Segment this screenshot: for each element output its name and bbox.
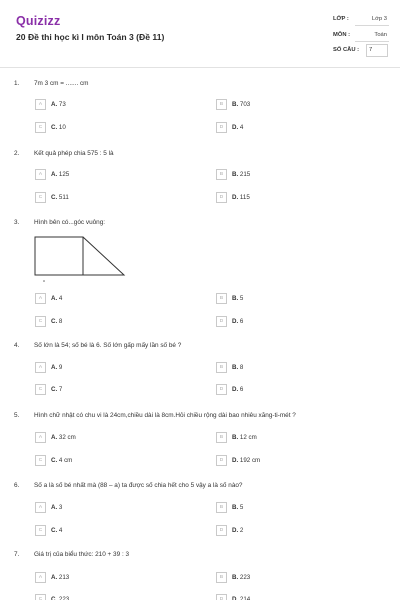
option-box: D <box>216 455 227 466</box>
page-title: 20 Đề thi học kì I môn Toán 3 (Đề 11) <box>16 32 165 42</box>
option-text: 125 <box>58 171 70 178</box>
option-letter: A. <box>51 295 58 302</box>
option-box: C <box>35 594 46 600</box>
option-letter: D. <box>232 596 239 600</box>
question-count-box <box>366 44 388 57</box>
option-letter: A. <box>51 171 58 178</box>
option-text: 6 <box>239 386 244 393</box>
option-box: D <box>216 594 227 600</box>
right-angle-figure <box>34 233 128 285</box>
question-number: 3. <box>14 219 20 226</box>
option-letter: C. <box>51 457 58 464</box>
question-text: Số a là số bé nhất mà (88 – a) ta được số chia hết cho 5 vậy a là số nào? <box>34 482 243 489</box>
option-letter: B. <box>232 171 239 178</box>
option-letter: C. <box>51 318 58 325</box>
option-box: A <box>35 502 46 513</box>
option-text: 214 <box>239 596 251 600</box>
option-box: B <box>216 99 227 110</box>
option-box: B <box>216 293 227 304</box>
option-letter: D. <box>232 194 239 201</box>
option-text: 8 <box>58 318 63 325</box>
question-text: Kết quả phép chia 575 : 5 là <box>34 150 114 157</box>
option-text: 9 <box>58 364 63 371</box>
option-letter: B. <box>232 101 239 108</box>
option-letter: D. <box>232 124 239 131</box>
option-letter: C. <box>51 596 58 600</box>
option-text: 4 <box>58 527 63 534</box>
header-divider <box>0 67 400 68</box>
option-box: C <box>35 455 46 466</box>
question-number: 5. <box>14 412 20 419</box>
subject-underline <box>355 41 389 42</box>
option-text: 511 <box>58 194 69 201</box>
grade-label: LỚP : <box>333 16 349 22</box>
option-letter: B. <box>232 295 239 302</box>
option-letter: C. <box>51 194 58 201</box>
option-letter: A. <box>51 574 58 581</box>
option-text: 5 <box>239 504 244 511</box>
option-text: 115 <box>239 194 250 201</box>
option-box: D <box>216 122 227 133</box>
question-number: 4. <box>14 342 20 349</box>
option-letter: B. <box>232 504 239 511</box>
option-text: 10 <box>58 124 66 131</box>
option-box: D <box>216 384 227 395</box>
option-letter: D. <box>232 318 239 325</box>
grade-underline <box>355 25 389 26</box>
option-text: 4 cm <box>58 457 73 464</box>
option-box: D <box>216 316 227 327</box>
option-text: 703 <box>239 101 251 108</box>
question-number: 6. <box>14 482 20 489</box>
option-letter: A. <box>51 504 58 511</box>
option-box: C <box>35 525 46 536</box>
option-letter: A. <box>51 434 58 441</box>
question-text: Giá trị của biểu thức: 210 + 39 : 3 <box>34 551 130 558</box>
option-letter: D. <box>232 457 239 464</box>
option-text: 6 <box>239 318 244 325</box>
option-box: A <box>35 572 46 583</box>
option-text: 12 cm <box>239 434 257 441</box>
option-box: B <box>216 572 227 583</box>
option-text: 5 <box>239 295 244 302</box>
question-text: Hình bên có...góc vuông: <box>34 219 106 226</box>
option-letter: C. <box>51 386 58 393</box>
subject-value: Toán <box>374 32 387 38</box>
question-number: 1. <box>14 80 20 87</box>
option-text: 3 <box>58 504 63 511</box>
option-box: C <box>35 384 46 395</box>
option-box: B <box>216 169 227 180</box>
question-number: 7. <box>14 551 20 558</box>
option-box: B <box>216 362 227 373</box>
grade-value: Lớp 3 <box>371 16 387 22</box>
option-letter: B. <box>232 434 239 441</box>
option-letter: C. <box>51 124 58 131</box>
option-text: 32 cm <box>58 434 76 441</box>
option-text: 213 <box>58 574 70 581</box>
option-box: C <box>35 192 46 203</box>
option-text: 4 <box>58 295 63 302</box>
figure-rectangle <box>35 237 83 275</box>
figure-dot <box>43 280 45 282</box>
option-letter: D. <box>232 386 239 393</box>
option-text: 7 <box>58 386 63 393</box>
option-box: B <box>216 502 227 513</box>
question-text: Hình chữ nhật có chu vi là 24cm,chiều dài là 8cm.Hỏi chiều rộng dài bao nhiêu xăng-ti-mét ? <box>34 412 296 419</box>
question-text: 7m 3 cm = ....... cm <box>34 80 89 87</box>
option-letter: B. <box>232 364 239 371</box>
question-count-label: SỐ CÂU : <box>333 47 360 53</box>
question-text: Số lớn là 54; số bé là 6. Số lớn gấp mấy lần số bé ? <box>34 342 182 349</box>
option-letter: D. <box>232 527 239 534</box>
option-box: C <box>35 316 46 327</box>
subject-label: MÔN : <box>333 32 351 38</box>
option-box: D <box>216 525 227 536</box>
option-letter: A. <box>51 101 58 108</box>
option-box: A <box>35 293 46 304</box>
option-text: 192 cm <box>239 457 261 464</box>
option-text: 215 <box>239 171 251 178</box>
option-box: B <box>216 432 227 443</box>
option-box: A <box>35 432 46 443</box>
quizizz-logo: Quizizz <box>16 14 61 28</box>
option-box: C <box>35 122 46 133</box>
question-number: 2. <box>14 150 20 157</box>
option-text: 2 <box>239 527 244 534</box>
question-count-value: 7 <box>369 47 373 53</box>
option-box: A <box>35 99 46 110</box>
option-text: 8 <box>239 364 244 371</box>
option-box: A <box>35 362 46 373</box>
option-letter: C. <box>51 527 58 534</box>
option-letter: A. <box>51 364 58 371</box>
option-text: 223 <box>239 574 251 581</box>
option-text: 73 <box>58 101 66 108</box>
option-box: D <box>216 192 227 203</box>
option-text: 4 <box>239 124 244 131</box>
option-letter: B. <box>232 574 239 581</box>
option-text: 223 <box>58 596 70 600</box>
option-box: A <box>35 169 46 180</box>
figure-triangle <box>83 237 124 275</box>
